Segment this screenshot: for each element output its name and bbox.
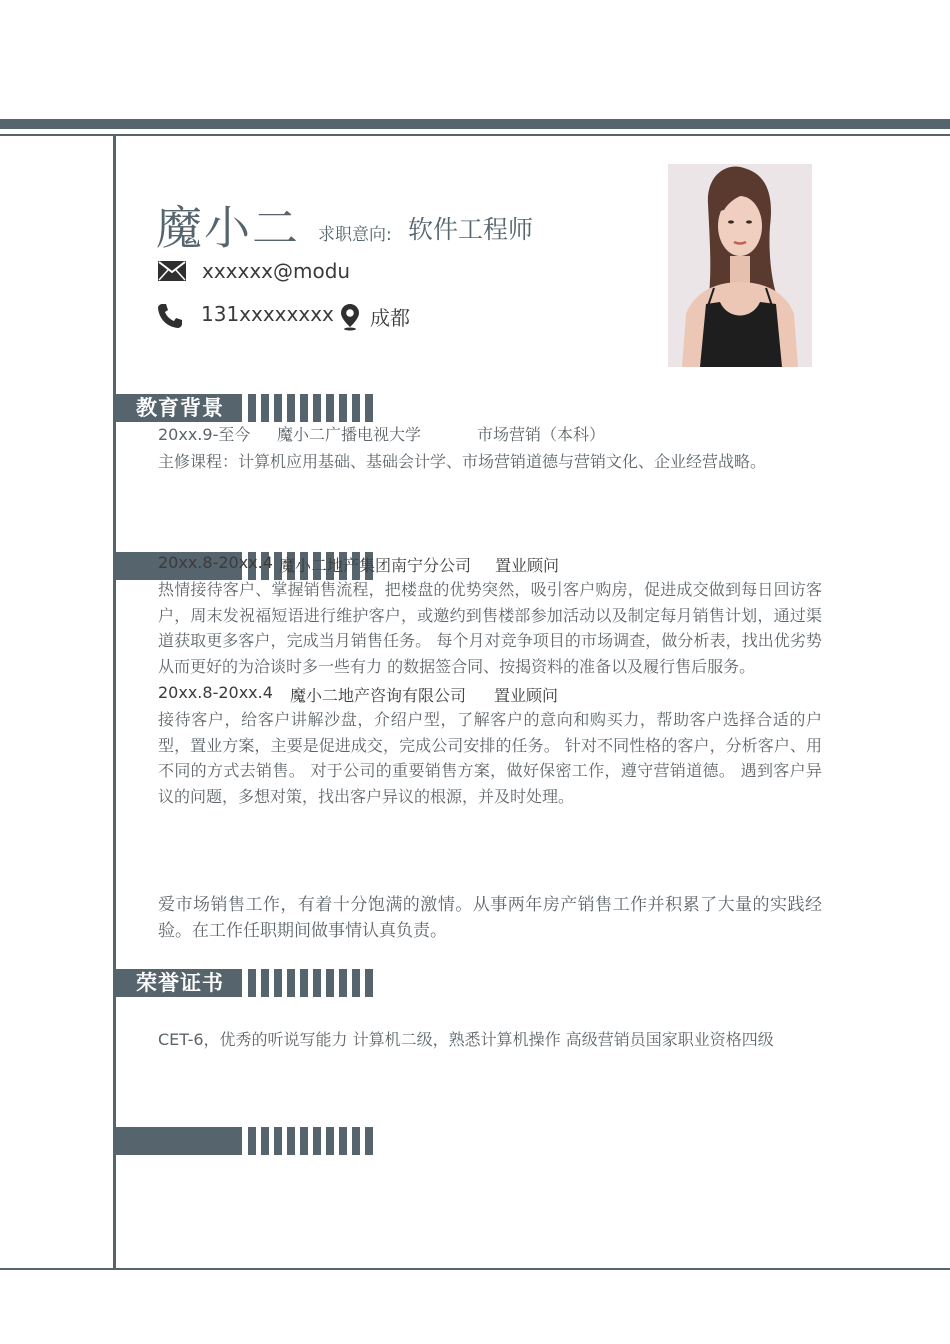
section-title: 教育背景 — [136, 396, 224, 420]
job-description: 接待客户，给客户讲解沙盘，介绍户型，了解客户的意向和购买力，帮助客户选择合适的户型，置业方案，主要是促进成交，完成公司安排的任务。 针对不同性格的客户，分析客户、用不同的方式去销售。 对于公司的重要销售方案，做好保密工作，遵守营销道德。 遇到客户异议的问题，多想对策，找出客户异议的根源，并及时处理。 — [158, 710, 822, 807]
mail-icon — [158, 261, 186, 281]
job-intent-value: 软件工程师 — [408, 215, 534, 244]
job-role: 置业顾问 — [495, 556, 560, 575]
job-period: 20xx.8-20xx.4 — [158, 683, 273, 702]
job-intent-label: 求职意向: — [318, 225, 392, 245]
education-major: 市场营销（本科） — [477, 425, 606, 444]
portrait-photo — [668, 164, 812, 367]
honors-text: CET-6，优秀的听说写能力 计算机二级，熟悉计算机操作 高级营销员国家职业资格四级 — [158, 1030, 774, 1049]
location-pin-icon — [340, 303, 360, 331]
education-courses: 主修课程：计算机应用基础、基础会计学、市场营销道德与营销文化、企业经营战略。 — [158, 452, 767, 471]
job-period: 20xx.8-20xx.4 — [158, 553, 273, 572]
job-company: 魔小二地产集团南宁分公司 — [279, 556, 472, 575]
decorative-stripes — [248, 394, 374, 422]
email-text: xxxxxx@modu — [202, 259, 351, 283]
candidate-name: 魔小二 — [156, 201, 300, 255]
phone-icon — [157, 303, 183, 329]
top-thin-rule — [0, 134, 950, 136]
phone-text: 131xxxxxxxx — [201, 302, 334, 326]
bottom-rule — [0, 1268, 950, 1270]
top-rule — [0, 119, 950, 129]
education-school: 魔小二广播电视大学 — [277, 425, 422, 444]
left-rail — [113, 134, 116, 1270]
decorative-stripes — [248, 969, 374, 997]
self-evaluation-text: 爱市场销售工作，有着十分饱满的激情。从事两年房产销售工作并积累了大量的实践经验。在工作任职期间做事情认真负责。 — [158, 895, 822, 941]
location-text: 成都 — [370, 306, 410, 330]
section-title: 荣誉证书 — [136, 971, 224, 995]
decorative-stripes — [248, 1127, 374, 1155]
education-period: 20xx.9-至今 — [158, 425, 251, 444]
job-role: 置业顾问 — [494, 686, 559, 705]
job-company: 魔小二地产咨询有限公司 — [290, 686, 467, 705]
job-description: 热情接待客户、掌握销售流程，把楼盘的优势突然，吸引客户购房，促进成交做到每日回访客户，周末发祝福短语进行维护客户，或邀约到售楼部参加活动以及制定每月销售计划，通过渠道获取更多客户，完成当月销售任务。 每个月对竞争项目的市场调查，做分析表，找出优劣势从而更好的为洽谈时多一些有力 的数据签合同、按揭资料的准备以及履行售后服务。 — [158, 580, 822, 677]
section-title-block — [116, 1127, 242, 1155]
